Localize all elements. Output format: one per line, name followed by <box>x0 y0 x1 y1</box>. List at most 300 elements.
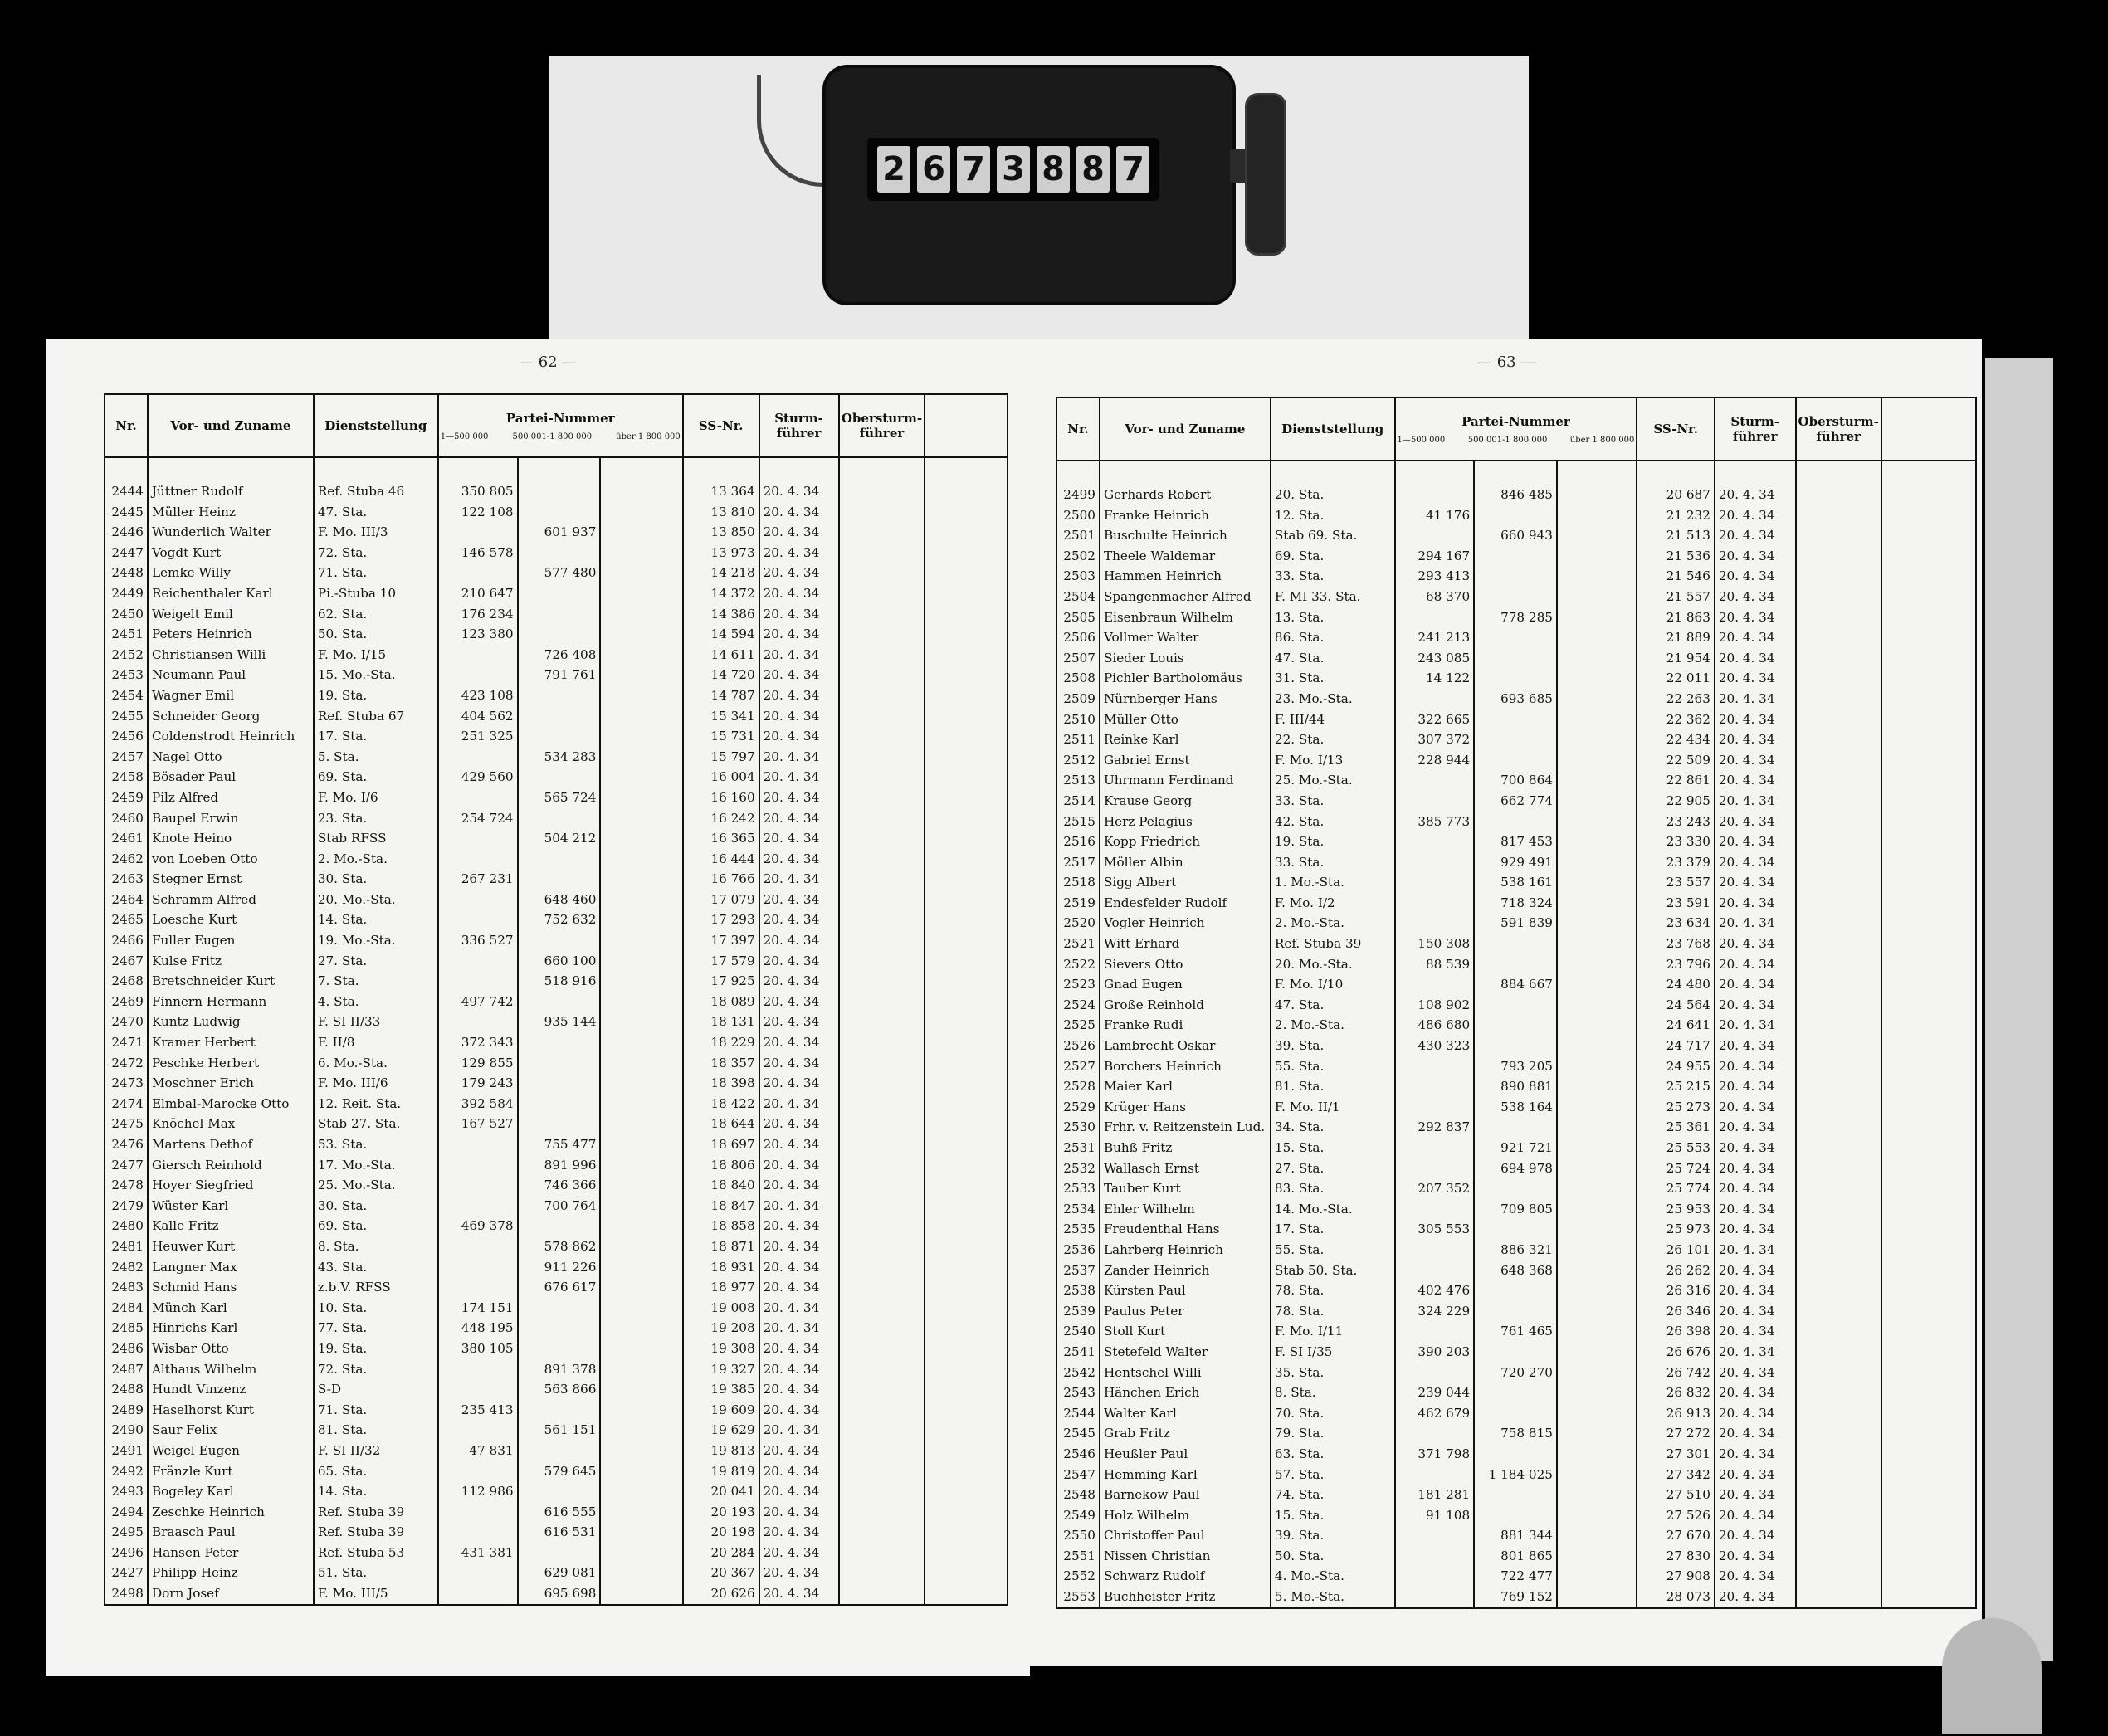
cell-p2 <box>518 1053 601 1074</box>
cell-empty <box>600 828 682 849</box>
cell-name: Reichenthaler Karl <box>148 583 314 604</box>
cell-date: 20. 4. 34 <box>1715 791 1796 812</box>
cell-ss: 23 243 <box>1637 812 1714 832</box>
cell-ss: 27 301 <box>1637 1444 1714 1465</box>
cell-nr: 2498 <box>105 1583 148 1605</box>
cell-empty <box>925 604 1008 625</box>
cell-empty <box>1557 831 1637 852</box>
cell-name: Theele Waldemar <box>1100 546 1271 567</box>
cell-empty <box>1557 913 1637 934</box>
spacer-cell <box>1796 461 1881 485</box>
cell-empty <box>1557 505 1637 526</box>
spacer-cell <box>518 457 601 481</box>
cell-p2 <box>1474 1178 1557 1199</box>
cell-name: Hundt Vinzenz <box>148 1379 314 1400</box>
table-row <box>105 767 1008 788</box>
cell-p1: 497 742 <box>438 992 518 1012</box>
table-row <box>105 992 1008 1012</box>
cell-name: Vogdt Kurt <box>148 543 314 563</box>
cell-empty <box>1881 607 1976 628</box>
cell-date: 20. 4. 34 <box>759 1053 839 1074</box>
cell-p1 <box>438 1461 518 1482</box>
cell-ss: 23 379 <box>1637 852 1714 873</box>
cell-empty <box>839 645 925 666</box>
cell-p1 <box>438 645 518 666</box>
cell-dienst: 62. Sta. <box>314 604 438 625</box>
cell-ss: 27 526 <box>1637 1505 1714 1526</box>
cell-p1 <box>438 563 518 583</box>
cell-ss: 23 330 <box>1637 831 1714 852</box>
cell-nr: 2461 <box>105 828 148 849</box>
cell-date: 20. 4. 34 <box>1715 1485 1796 1505</box>
cell-ss: 25 953 <box>1637 1199 1714 1220</box>
cell-name: Hoyer Siegfried <box>148 1175 314 1196</box>
table-row <box>1056 607 1976 628</box>
spacer-cell <box>1881 461 1976 485</box>
cell-p2 <box>1474 627 1557 648</box>
cell-nr: 2547 <box>1056 1465 1100 1485</box>
cell-p2: 591 839 <box>1474 913 1557 934</box>
cell-p2 <box>1474 812 1557 832</box>
cell-dienst: 19. Mo.-Sta. <box>314 930 438 951</box>
cell-p2: 935 144 <box>518 1012 601 1032</box>
table-row <box>105 1481 1008 1502</box>
cell-p1: 108 902 <box>1395 995 1475 1016</box>
cell-empty <box>925 1134 1008 1155</box>
table-row <box>1056 1240 1976 1261</box>
cell-empty <box>839 1094 925 1114</box>
cell-dienst: 72. Sta. <box>314 1359 438 1380</box>
cell-empty <box>1557 893 1637 914</box>
cell-empty <box>839 1032 925 1053</box>
cell-p1: 267 231 <box>438 869 518 890</box>
cell-p2: 817 453 <box>1474 831 1557 852</box>
cell-dienst: 20. Sta. <box>1271 485 1395 505</box>
cell-dienst: 23. Mo.-Sta. <box>1271 689 1395 710</box>
cell-p1 <box>1395 1587 1475 1608</box>
table-row <box>1056 1363 1976 1383</box>
cell-empty <box>839 624 925 645</box>
cell-dienst: 8. Sta. <box>314 1236 438 1257</box>
header-partei <box>438 394 683 457</box>
cell-p1: 251 325 <box>438 726 518 747</box>
cell-empty <box>1796 668 1881 689</box>
cell-p1 <box>1395 1525 1475 1546</box>
cell-empty <box>1796 689 1881 710</box>
cell-ss: 18 089 <box>683 992 759 1012</box>
cell-nr: 2523 <box>1056 974 1100 995</box>
cell-dienst: F. MI 33. Sta. <box>1271 587 1395 607</box>
cell-date: 20. 4. 34 <box>1715 1525 1796 1546</box>
cell-ss: 26 316 <box>1637 1280 1714 1301</box>
cell-name: Endesfelder Rudolf <box>1100 893 1271 914</box>
cell-name: Zander Heinrich <box>1100 1261 1271 1281</box>
cell-empty <box>839 685 925 706</box>
cell-ss: 17 397 <box>683 930 759 951</box>
cell-dienst: 14. Sta. <box>314 1481 438 1502</box>
cell-ss: 20 626 <box>683 1583 759 1605</box>
cell-empty <box>925 563 1008 583</box>
cell-ss: 13 810 <box>683 502 759 523</box>
page-number: — 62 — <box>519 354 578 371</box>
cell-p2 <box>518 767 601 788</box>
cell-name: Giersch Reinhold <box>148 1155 314 1176</box>
cell-dienst: Stab 69. Sta. <box>1271 525 1395 546</box>
cell-empty <box>1881 1036 1976 1056</box>
cell-empty <box>1881 1158 1976 1179</box>
cell-empty <box>1881 587 1976 607</box>
cell-p1: 68 370 <box>1395 587 1475 607</box>
cell-p1: 14 122 <box>1395 668 1475 689</box>
cell-empty <box>925 909 1008 930</box>
cell-dienst: 51. Sta. <box>314 1563 438 1583</box>
cell-empty <box>1796 1546 1881 1567</box>
cell-date: 20. 4. 34 <box>759 1155 839 1176</box>
left-page <box>46 339 1030 1676</box>
cell-name: Bösader Paul <box>148 767 314 788</box>
table-row <box>105 747 1008 768</box>
cell-empty <box>1557 1199 1637 1220</box>
cell-empty <box>1796 1178 1881 1199</box>
cell-name: Pilz Alfred <box>148 788 314 808</box>
cell-name: Schwarz Rudolf <box>1100 1566 1271 1587</box>
cell-empty <box>839 1339 925 1359</box>
cell-p2 <box>1474 505 1557 526</box>
cell-empty <box>1796 1423 1881 1444</box>
cell-empty <box>1881 1076 1976 1097</box>
cell-empty <box>925 1114 1008 1134</box>
cell-empty <box>1881 1321 1976 1342</box>
cell-empty <box>1557 1444 1637 1465</box>
cell-p2: 758 815 <box>1474 1423 1557 1444</box>
cell-empty <box>600 1155 682 1176</box>
table-row <box>1056 1199 1976 1220</box>
table-row <box>1056 1566 1976 1587</box>
cell-nr: 2532 <box>1056 1158 1100 1179</box>
cell-empty <box>925 1359 1008 1380</box>
cell-ss: 21 557 <box>1637 587 1714 607</box>
cell-dienst: F. Mo. I/13 <box>1271 750 1395 771</box>
cell-nr: 2541 <box>1056 1342 1100 1363</box>
table-row <box>1056 668 1976 689</box>
table-row <box>1056 872 1976 893</box>
table-row <box>105 1155 1008 1176</box>
cell-p1: 462 679 <box>1395 1403 1475 1424</box>
table-row <box>105 788 1008 808</box>
spacer-cell <box>1474 461 1557 485</box>
cell-name: Frhr. v. Reitzenstein Lud. <box>1100 1117 1271 1138</box>
cell-empty <box>1557 812 1637 832</box>
table-row <box>105 502 1008 523</box>
cell-dienst: F. Mo. I/10 <box>1271 974 1395 995</box>
cell-date: 20. 4. 34 <box>1715 1015 1796 1036</box>
cell-ss: 25 215 <box>1637 1076 1714 1097</box>
cell-empty <box>600 1094 682 1114</box>
spacer-cell <box>839 457 925 481</box>
cell-p2: 577 480 <box>518 563 601 583</box>
cell-empty <box>925 1481 1008 1502</box>
cell-nr: 2513 <box>1056 770 1100 791</box>
cell-nr: 2489 <box>105 1400 148 1421</box>
cell-empty <box>1881 1363 1976 1383</box>
cell-empty <box>1557 566 1637 587</box>
cell-name: Peters Heinrich <box>148 624 314 645</box>
table-row <box>1056 1280 1976 1301</box>
cell-ss: 20 041 <box>683 1481 759 1502</box>
cell-ss: 22 011 <box>1637 668 1714 689</box>
cell-empty <box>925 767 1008 788</box>
cell-dienst: 50. Sta. <box>314 624 438 645</box>
cell-dienst: 47. Sta. <box>1271 995 1395 1016</box>
cell-empty <box>1881 750 1976 771</box>
cell-name: Grab Fritz <box>1100 1423 1271 1444</box>
header-name: Vor- und Zuname <box>148 394 314 457</box>
cell-p1 <box>438 1175 518 1196</box>
cell-empty <box>839 1420 925 1441</box>
cell-nr: 2542 <box>1056 1363 1100 1383</box>
table-row <box>105 481 1008 502</box>
cell-empty <box>1557 1546 1637 1567</box>
cell-empty <box>1796 954 1881 975</box>
cell-empty <box>925 1543 1008 1563</box>
cell-empty <box>925 1073 1008 1094</box>
cell-name: Gabriel Ernst <box>1100 750 1271 771</box>
cell-p1 <box>438 1522 518 1543</box>
cell-nr: 2552 <box>1056 1566 1100 1587</box>
cell-empty <box>925 869 1008 890</box>
cell-empty <box>1557 1363 1637 1383</box>
cell-date: 20. 4. 34 <box>1715 1566 1796 1587</box>
cell-date: 20. 4. 34 <box>1715 1363 1796 1383</box>
cell-dienst: 79. Sta. <box>1271 1423 1395 1444</box>
cell-p1 <box>1395 1465 1475 1485</box>
cell-empty <box>1557 750 1637 771</box>
cell-empty <box>600 869 682 890</box>
cell-ss: 24 955 <box>1637 1056 1714 1077</box>
cell-dienst: 34. Sta. <box>1271 1117 1395 1138</box>
cell-name: Dorn Josef <box>148 1583 314 1605</box>
cell-empty <box>925 543 1008 563</box>
cell-empty <box>1557 872 1637 893</box>
cell-date: 20. 4. 34 <box>1715 852 1796 873</box>
cell-p1 <box>438 522 518 543</box>
cell-nr: 2469 <box>105 992 148 1012</box>
table-row <box>1056 1097 1976 1118</box>
cell-nr: 2483 <box>105 1277 148 1298</box>
cell-nr: 2446 <box>105 522 148 543</box>
table-row <box>105 1420 1008 1441</box>
cell-p2 <box>518 1339 601 1359</box>
cell-name: Neumann Paul <box>148 665 314 685</box>
cell-dienst: 4. Mo.-Sta. <box>1271 1566 1395 1587</box>
cell-p2 <box>518 1114 601 1134</box>
cell-dienst: 43. Sta. <box>314 1257 438 1278</box>
cell-dienst: 12. Reit. Sta. <box>314 1094 438 1114</box>
cell-nr: 2484 <box>105 1298 148 1319</box>
cell-empty <box>839 1298 925 1319</box>
cell-ss: 21 889 <box>1637 627 1714 648</box>
cell-ss: 17 293 <box>683 909 759 930</box>
cell-dienst: 77. Sta. <box>314 1318 438 1339</box>
cell-p1 <box>438 1420 518 1441</box>
cell-empty <box>925 992 1008 1012</box>
cell-dienst: 2. Mo.-Sta. <box>314 849 438 870</box>
cell-p1 <box>1395 913 1475 934</box>
cell-date: 20. 4. 34 <box>759 1134 839 1155</box>
cell-ss: 14 720 <box>683 665 759 685</box>
cell-ss: 26 398 <box>1637 1321 1714 1342</box>
cell-empty <box>1881 1587 1976 1608</box>
cell-p2 <box>518 543 601 563</box>
cell-ss: 13 850 <box>683 522 759 543</box>
cell-ss: 18 131 <box>683 1012 759 1032</box>
cell-empty <box>839 951 925 972</box>
cell-empty <box>600 726 682 747</box>
header-extra <box>1881 397 1976 461</box>
cell-empty <box>1557 1117 1637 1138</box>
cell-p1: 150 308 <box>1395 934 1475 954</box>
spacer-cell <box>759 457 839 481</box>
cell-nr: 2504 <box>1056 587 1100 607</box>
cell-p2: 629 081 <box>518 1563 601 1583</box>
cell-p1: 210 647 <box>438 583 518 604</box>
cell-ss: 24 564 <box>1637 995 1714 1016</box>
table-row <box>1056 1261 1976 1281</box>
cell-ss: 20 193 <box>683 1502 759 1523</box>
cell-dienst: 7. Sta. <box>314 971 438 992</box>
cell-empty <box>925 481 1008 502</box>
cell-empty <box>1796 1199 1881 1220</box>
cell-ss: 18 357 <box>683 1053 759 1074</box>
cell-p2 <box>518 1318 601 1339</box>
cell-date: 20. 4. 34 <box>759 1216 839 1236</box>
cell-dienst: 2. Mo.-Sta. <box>1271 1015 1395 1036</box>
cell-name: Baupel Erwin <box>148 808 314 829</box>
cell-dienst: Ref. Stuba 67 <box>314 706 438 727</box>
table-row <box>1056 791 1976 812</box>
cell-date: 20. 4. 34 <box>759 1583 839 1605</box>
cell-empty <box>600 502 682 523</box>
cell-empty <box>839 788 925 808</box>
table-row <box>105 1094 1008 1114</box>
counter-digit: 6 <box>917 146 950 193</box>
cell-name: Schramm Alfred <box>148 890 314 910</box>
cell-empty <box>1796 1485 1881 1505</box>
cell-empty <box>839 726 925 747</box>
cell-empty <box>600 1461 682 1482</box>
header-sturm: Sturm-führer <box>759 394 839 457</box>
cell-date: 20. 4. 34 <box>759 1175 839 1196</box>
cell-date: 20. 4. 34 <box>759 645 839 666</box>
cell-nr: 2535 <box>1056 1219 1100 1240</box>
cell-p2: 534 283 <box>518 747 601 768</box>
cell-empty <box>1796 1076 1881 1097</box>
cell-empty <box>925 849 1008 870</box>
cell-date: 20. 4. 34 <box>759 685 839 706</box>
table-row <box>105 1196 1008 1217</box>
cell-empty <box>600 1400 682 1421</box>
cell-empty <box>1557 974 1637 995</box>
cell-p1 <box>1395 852 1475 873</box>
cell-p1: 243 085 <box>1395 648 1475 669</box>
cell-ss: 17 079 <box>683 890 759 910</box>
cell-p2 <box>518 583 601 604</box>
cell-nr: 2520 <box>1056 913 1100 934</box>
cell-date: 20. 4. 34 <box>759 1379 839 1400</box>
cell-name: Freudenthal Hans <box>1100 1219 1271 1240</box>
table-row <box>105 1441 1008 1461</box>
cell-nr: 2512 <box>1056 750 1100 771</box>
cell-empty <box>600 624 682 645</box>
cell-nr: 2551 <box>1056 1546 1100 1567</box>
table-row <box>105 645 1008 666</box>
cell-empty <box>600 1175 682 1196</box>
cell-date: 20. 4. 34 <box>1715 566 1796 587</box>
cell-p2: 648 460 <box>518 890 601 910</box>
cell-date: 20. 4. 34 <box>1715 1465 1796 1485</box>
table-row <box>1056 1546 1976 1567</box>
cell-nr: 2453 <box>105 665 148 685</box>
cell-empty <box>1881 852 1976 873</box>
cell-empty <box>1796 1261 1881 1281</box>
cell-empty <box>925 1522 1008 1543</box>
cell-date: 20. 4. 34 <box>759 869 839 890</box>
cell-nr: 2536 <box>1056 1240 1100 1261</box>
cell-empty <box>1557 934 1637 954</box>
cell-date: 20. 4. 34 <box>1715 1056 1796 1077</box>
cell-date: 20. 4. 34 <box>759 1257 839 1278</box>
cell-dienst: Ref. Stuba 39 <box>314 1522 438 1543</box>
cell-ss: 15 731 <box>683 726 759 747</box>
cell-name: Schneider Georg <box>148 706 314 727</box>
cell-name: Schmid Hans <box>148 1277 314 1298</box>
cell-empty <box>600 890 682 910</box>
cell-name: Hentschel Willi <box>1100 1363 1271 1383</box>
cell-date: 20. 4. 34 <box>759 1032 839 1053</box>
cell-nr: 2447 <box>105 543 148 563</box>
cell-date: 20. 4. 34 <box>1715 1444 1796 1465</box>
cell-name: Knöchel Max <box>148 1114 314 1134</box>
cell-date: 20. 4. 34 <box>1715 505 1796 526</box>
cell-name: Heußler Paul <box>1100 1444 1271 1465</box>
cell-p2: 700 764 <box>518 1196 601 1217</box>
cell-p1: 336 527 <box>438 930 518 951</box>
cell-date: 20. 4. 34 <box>1715 689 1796 710</box>
cell-empty <box>1796 485 1881 505</box>
cell-nr: 2445 <box>105 502 148 523</box>
cell-p1: 385 773 <box>1395 812 1475 832</box>
cell-empty <box>925 685 1008 706</box>
cell-name: Moschner Erich <box>148 1073 314 1094</box>
cell-nr: 2499 <box>1056 485 1100 505</box>
cell-ss: 15 797 <box>683 747 759 768</box>
cell-empty <box>1796 1015 1881 1036</box>
cell-name: Fränzle Kurt <box>148 1461 314 1482</box>
cell-p2: 884 667 <box>1474 974 1557 995</box>
cell-date: 20. 4. 34 <box>759 1298 839 1319</box>
cell-nr: 2521 <box>1056 934 1100 954</box>
cell-nr: 2490 <box>105 1420 148 1441</box>
cell-empty <box>1796 791 1881 812</box>
cell-empty <box>925 1012 1008 1032</box>
cell-empty <box>600 808 682 829</box>
cell-nr: 2519 <box>1056 893 1100 914</box>
cell-empty <box>925 1175 1008 1196</box>
cell-nr: 2543 <box>1056 1382 1100 1403</box>
cell-ss: 22 434 <box>1637 729 1714 750</box>
cell-ss: 25 774 <box>1637 1178 1714 1199</box>
cell-empty <box>1881 974 1976 995</box>
